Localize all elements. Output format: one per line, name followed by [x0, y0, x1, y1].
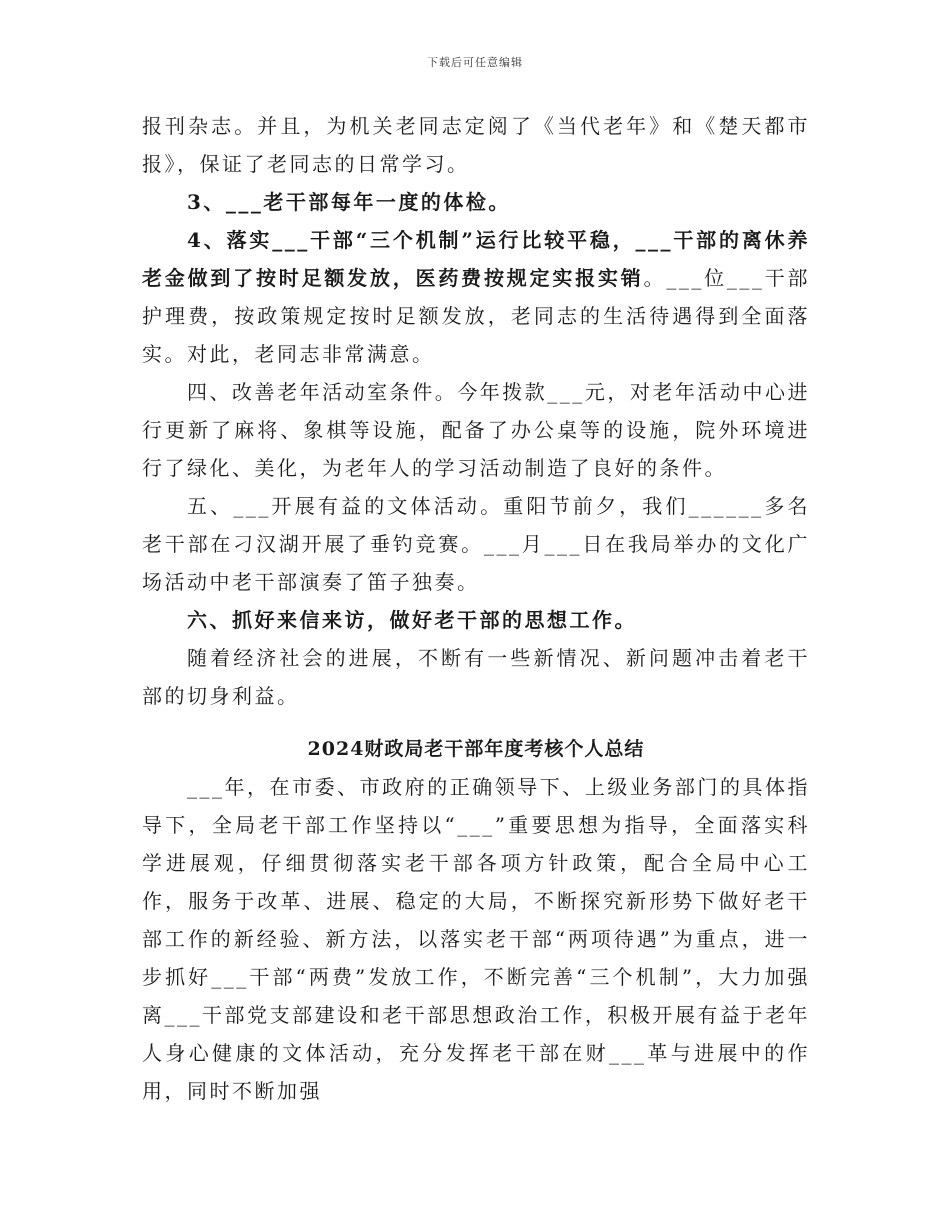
paragraph-item-4-rest: 。___位___干部护理费，按政策规定按时足额发放，老同志的生活待遇得到全面落实。对此，老同志非常满意。	[142, 266, 811, 366]
paragraph-item-4-bold: 4、落实___干部“三个机制”运行比较平稳，___干部的离休养老金做到了按时足额发放，医药费按规定实报实销	[142, 228, 810, 290]
paragraph-section-6-body: 随着经济社会的进展，不断有一些新情况、新问题冲击着老干部的切身利益。	[142, 646, 810, 708]
page-header-note: 下载后可任意编辑	[427, 56, 523, 69]
section-title: 2024财政局老干部年度考核个人总结	[307, 738, 645, 760]
summary-paragraph: ___年，在市委、市政府的正确领导下、上级业务部门的具体指导下，全局老干部工作坚持以“___”重要思想为指导，全面落实科学进展观，仔细贯彻落实老干部各项方针政策，配合全局中心工作，服务于改革、进展、稳定的大局，不断探究新形势下做好老干部工作的新经验、新方法，以落实老干部“两项待遇”为重点，进一步抓好___干部“两费”发放工作，不断完善“三个机制”，大力加强离___干部党支部建设和老干部思想政治工作，积极开展有益于老年人身心健康的文体活动，充分发挥老干部在财___革与进展中的作用，同时不断加强	[142, 775, 810, 1103]
paragraph-section-5: 五、___开展有益的文体活动。重阳节前夕，我们______多名老干部在刁汉湖开展了垂钓竞赛。___月___日在我局举办的文化广场活动中老干部演奏了笛子独奏。	[142, 494, 810, 594]
paragraph-item-4	[142, 221, 810, 373]
paragraph-section-6-heading: 六、抓好来信来访，做好老干部的思想工作。	[187, 608, 637, 632]
paragraph-continuation: 报刊杂志。并且，为机关老同志定阅了《当代老年》和《楚天都市报》，保证了老同志的日常学习。	[142, 114, 810, 176]
paragraph-item-3: 3、___老干部每年一度的体检。	[187, 190, 511, 214]
paragraph-section-4: 四、改善老年活动室条件。今年拨款___元，对老年活动中心进行更新了麻将、象棋等设施，配备了办公桌等的设施，院外环境进行了绿化、美化，为老年人的学习活动制造了良好的条件。	[142, 380, 810, 480]
document-body	[142, 107, 810, 1110]
